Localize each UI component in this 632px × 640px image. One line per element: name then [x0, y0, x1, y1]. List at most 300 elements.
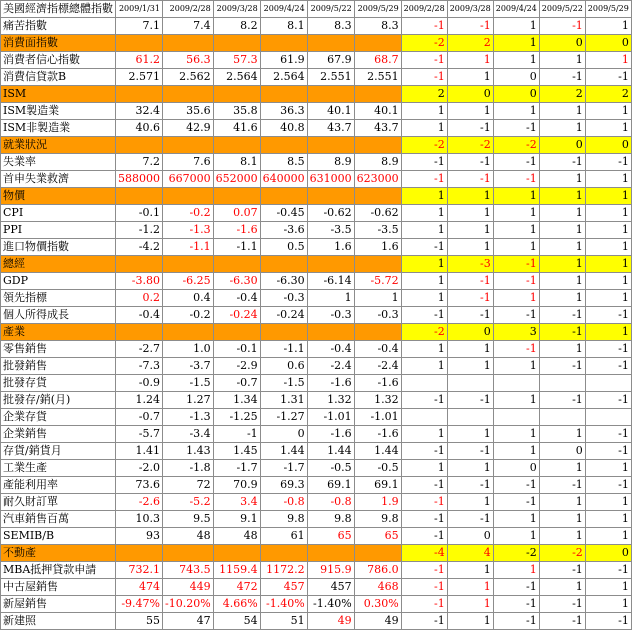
value-cell: 2.551 [354, 69, 401, 86]
score-cell [539, 409, 585, 426]
row-label: 汽車銷售百萬 [1, 511, 116, 528]
value-cell: -0.5 [307, 460, 354, 477]
value-cell: -0.2 [163, 307, 214, 324]
value-cell: 9.8 [260, 511, 307, 528]
value-cell: 588000 [116, 171, 163, 188]
table-row [1, 460, 632, 477]
score-cell: 1 [401, 222, 447, 239]
value-cell: -1.8 [163, 460, 214, 477]
score-cell: -1 [539, 596, 585, 613]
score-cell: 1 [493, 103, 539, 120]
score-cell: 1 [539, 494, 585, 511]
score-cell: 1 [585, 273, 631, 290]
score-cell: -1 [401, 613, 447, 630]
value-cell: 1.43 [163, 443, 214, 460]
score-cell: -1 [401, 579, 447, 596]
row-label: SEMIB/B [1, 528, 116, 545]
value-cell: -1.1 [163, 239, 214, 256]
table-row [1, 528, 632, 545]
value-cell: 8.5 [260, 154, 307, 171]
score-cell: 1 [539, 273, 585, 290]
score-cell: 1 [539, 171, 585, 188]
table-row [1, 103, 632, 120]
value-cell [116, 324, 163, 341]
score-cell: 1 [539, 460, 585, 477]
score-cell [401, 375, 447, 392]
table-row [1, 205, 632, 222]
table-row [1, 52, 632, 69]
value-cell: -1.6 [213, 222, 260, 239]
row-label: 零售銷售 [1, 341, 116, 358]
section-row [1, 324, 632, 341]
score-cell: 1 [447, 579, 493, 596]
section-label: 就業狀況 [1, 137, 116, 154]
score-cell: 1 [401, 341, 447, 358]
score-cell: 1 [447, 596, 493, 613]
value-cell [260, 256, 307, 273]
value-cell: -2.9 [213, 358, 260, 375]
value-cell [213, 256, 260, 273]
row-label: 進口物價指數 [1, 239, 116, 256]
score-cell: 1 [539, 528, 585, 545]
row-label: 企業銷售 [1, 426, 116, 443]
score-cell: 1 [401, 460, 447, 477]
value-cell: 2.564 [213, 69, 260, 86]
value-cell: 68.7 [354, 52, 401, 69]
score-date-header: 2009/3/28 [447, 1, 493, 18]
score-cell: 1 [585, 205, 631, 222]
section-row [1, 188, 632, 205]
score-cell: 1 [447, 562, 493, 579]
value-cell: -5.72 [354, 273, 401, 290]
row-label: 新建照 [1, 613, 116, 630]
score-cell: -1 [585, 562, 631, 579]
score-date-header: 2009/5/29 [585, 1, 631, 18]
value-cell: -3.7 [163, 358, 214, 375]
score-cell: -1 [539, 358, 585, 375]
score-cell: -1 [539, 477, 585, 494]
value-cell: 93 [116, 528, 163, 545]
value-cell: -0.4 [213, 290, 260, 307]
value-cell [354, 256, 401, 273]
value-cell: 61.2 [116, 52, 163, 69]
value-cell: -1.25 [213, 409, 260, 426]
value-cell: -6.30 [213, 273, 260, 290]
score-date-header: 2009/2/28 [401, 1, 447, 18]
score-cell: -1 [585, 341, 631, 358]
table-row [1, 494, 632, 511]
value-cell: -0.62 [354, 205, 401, 222]
table-row [1, 562, 632, 579]
score-cell: -1 [585, 392, 631, 409]
score-cell: -1 [401, 443, 447, 460]
header-row [1, 1, 632, 18]
score-cell: -1 [447, 392, 493, 409]
value-cell [163, 188, 214, 205]
score-cell: 1 [585, 188, 631, 205]
value-cell [354, 188, 401, 205]
table-row [1, 511, 632, 528]
table-row [1, 120, 632, 137]
value-cell [354, 324, 401, 341]
table-row [1, 409, 632, 426]
score-cell: -1 [585, 358, 631, 375]
score-cell: -1 [447, 120, 493, 137]
value-cell: 1.44 [354, 443, 401, 460]
value-cell [307, 86, 354, 103]
score-cell: -1 [585, 426, 631, 443]
score-cell: 1 [447, 341, 493, 358]
value-cell: -1.40% [260, 596, 307, 613]
value-cell: -1.5 [260, 375, 307, 392]
value-cell [213, 137, 260, 154]
score-cell: -1 [447, 171, 493, 188]
score-cell: 1 [539, 120, 585, 137]
value-cell: 915.9 [307, 562, 354, 579]
score-cell: -1 [401, 171, 447, 188]
value-cell: -3.5 [307, 222, 354, 239]
value-cell: 2.562 [163, 69, 214, 86]
score-cell: 1 [447, 52, 493, 69]
value-cell: 1 [307, 290, 354, 307]
value-cell: -1.2 [116, 222, 163, 239]
value-cell: 40.6 [116, 120, 163, 137]
score-cell: 1 [539, 256, 585, 273]
value-cell: 1.44 [307, 443, 354, 460]
date-header: 2009/1/31 [116, 1, 163, 18]
score-cell: 1 [585, 290, 631, 307]
value-cell [307, 188, 354, 205]
score-cell: 1 [585, 460, 631, 477]
score-cell: -1 [493, 256, 539, 273]
value-cell [307, 137, 354, 154]
score-cell: -1 [401, 239, 447, 256]
value-cell [213, 324, 260, 341]
value-cell: 0.2 [116, 290, 163, 307]
table-row [1, 477, 632, 494]
score-cell: 1 [447, 103, 493, 120]
value-cell: 48 [213, 528, 260, 545]
score-cell: -3 [447, 256, 493, 273]
value-cell [307, 35, 354, 52]
value-cell: 35.8 [213, 103, 260, 120]
value-cell: 1.6 [354, 239, 401, 256]
value-cell: 43.7 [307, 120, 354, 137]
row-label: 痛苦指數 [1, 18, 116, 35]
value-cell: 2.551 [307, 69, 354, 86]
value-cell: -5.2 [163, 494, 214, 511]
score-cell: 1 [493, 205, 539, 222]
value-cell: 36.3 [260, 103, 307, 120]
score-cell: 1 [585, 324, 631, 341]
score-cell: -1 [401, 69, 447, 86]
row-label: 個人所得成長 [1, 307, 116, 324]
score-cell: -1 [401, 18, 447, 35]
score-cell: 1 [539, 579, 585, 596]
score-cell: -1 [539, 392, 585, 409]
score-cell: 1 [447, 205, 493, 222]
value-cell: 3.4 [213, 494, 260, 511]
value-cell: -1.5 [163, 375, 214, 392]
value-cell: 40.8 [260, 120, 307, 137]
table-row [1, 171, 632, 188]
score-cell: -1 [493, 477, 539, 494]
value-cell [163, 86, 214, 103]
score-cell: 1 [493, 528, 539, 545]
value-cell [213, 545, 260, 562]
value-cell: 7.1 [116, 18, 163, 35]
score-cell: 4 [447, 545, 493, 562]
section-row [1, 137, 632, 154]
score-cell: 1 [585, 171, 631, 188]
score-cell: 0 [447, 324, 493, 341]
score-cell: 1 [447, 239, 493, 256]
score-cell: -1 [447, 273, 493, 290]
score-cell: -1 [539, 562, 585, 579]
score-cell: 0 [585, 545, 631, 562]
value-cell: 1.31 [260, 392, 307, 409]
row-label: 批發存/銷(月) [1, 392, 116, 409]
section-label: 總經 [1, 256, 116, 273]
value-cell: -3.4 [163, 426, 214, 443]
score-cell: -1 [447, 511, 493, 528]
score-cell: -1 [539, 154, 585, 171]
value-cell: 457 [307, 579, 354, 596]
table-row [1, 426, 632, 443]
row-label: GDP [1, 273, 116, 290]
score-cell: 1 [539, 52, 585, 69]
value-cell: 43.7 [354, 120, 401, 137]
value-cell: -0.24 [260, 307, 307, 324]
score-cell: 1 [401, 256, 447, 273]
value-cell: -1.7 [260, 460, 307, 477]
score-cell: -1 [585, 477, 631, 494]
value-cell [307, 324, 354, 341]
score-cell: 0 [539, 443, 585, 460]
table-row [1, 239, 632, 256]
value-cell: 0.30% [354, 596, 401, 613]
row-label: PPI [1, 222, 116, 239]
score-cell: -1 [493, 120, 539, 137]
score-cell: -2 [401, 137, 447, 154]
value-cell: -1.1 [260, 341, 307, 358]
value-cell: 1159.4 [213, 562, 260, 579]
value-cell: -0.9 [116, 375, 163, 392]
score-cell: -1 [493, 341, 539, 358]
value-cell [260, 137, 307, 154]
value-cell: 69.1 [307, 477, 354, 494]
value-cell [163, 137, 214, 154]
row-label: 中古屋銷售 [1, 579, 116, 596]
value-cell: 61 [260, 528, 307, 545]
table-row [1, 290, 632, 307]
value-cell [213, 188, 260, 205]
score-cell: 1 [585, 52, 631, 69]
score-cell: -1 [539, 307, 585, 324]
value-cell: 1.6 [307, 239, 354, 256]
score-cell: -2 [539, 545, 585, 562]
score-cell: 1 [447, 613, 493, 630]
score-cell: 0 [447, 86, 493, 103]
row-label: 領先指標 [1, 290, 116, 307]
value-cell: 2.571 [116, 69, 163, 86]
value-cell: -1 [213, 426, 260, 443]
value-cell: 1.41 [116, 443, 163, 460]
value-cell: 10.3 [116, 511, 163, 528]
table-body [1, 1, 632, 630]
score-cell [585, 409, 631, 426]
score-cell: 1 [585, 579, 631, 596]
score-cell: -1 [585, 307, 631, 324]
score-cell: 1 [585, 222, 631, 239]
value-cell: 47 [163, 613, 214, 630]
score-cell: 1 [447, 426, 493, 443]
date-header: 2009/2/28 [163, 1, 214, 18]
score-cell: -1 [401, 307, 447, 324]
value-cell: 472 [213, 579, 260, 596]
table-row [1, 579, 632, 596]
score-cell: -1 [585, 69, 631, 86]
score-cell: 0 [447, 528, 493, 545]
value-cell: 474 [116, 579, 163, 596]
table-row [1, 443, 632, 460]
score-cell: 1 [585, 494, 631, 511]
section-row [1, 256, 632, 273]
score-cell: 0 [493, 86, 539, 103]
value-cell [163, 324, 214, 341]
table-row [1, 596, 632, 613]
value-cell [260, 35, 307, 52]
row-label: 工業生產 [1, 460, 116, 477]
value-cell: 8.9 [307, 154, 354, 171]
value-cell: 65 [354, 528, 401, 545]
value-cell: 1.24 [116, 392, 163, 409]
value-cell: -9.47% [116, 596, 163, 613]
value-cell [213, 86, 260, 103]
score-cell: 1 [493, 358, 539, 375]
value-cell: -0.3 [307, 307, 354, 324]
value-cell: -0.2 [163, 205, 214, 222]
score-cell: 0 [585, 137, 631, 154]
value-cell [116, 188, 163, 205]
value-cell: -0.7 [116, 409, 163, 426]
value-cell: -1.27 [260, 409, 307, 426]
section-label: 消費面指數 [1, 35, 116, 52]
value-cell: -3.80 [116, 273, 163, 290]
value-cell: -1.01 [354, 409, 401, 426]
score-cell: -1 [493, 596, 539, 613]
score-cell: 1 [447, 69, 493, 86]
score-cell: 1 [447, 494, 493, 511]
section-row [1, 545, 632, 562]
value-cell: -0.1 [116, 205, 163, 222]
score-cell: -1 [447, 307, 493, 324]
score-cell: -1 [493, 613, 539, 630]
section-row [1, 35, 632, 52]
row-label: 耐久財訂單 [1, 494, 116, 511]
score-cell: -1 [539, 613, 585, 630]
score-cell: 1 [401, 290, 447, 307]
value-cell: -2.4 [354, 358, 401, 375]
score-cell: 1 [585, 528, 631, 545]
score-cell: -1 [585, 154, 631, 171]
value-cell: -1.40% [307, 596, 354, 613]
score-cell [585, 375, 631, 392]
value-cell: -1.3 [163, 222, 214, 239]
value-cell [307, 545, 354, 562]
score-cell: 1 [585, 239, 631, 256]
value-cell: 0 [260, 426, 307, 443]
value-cell: -0.4 [116, 307, 163, 324]
value-cell: 49 [354, 613, 401, 630]
score-cell: -4 [401, 545, 447, 562]
value-cell: -1.6 [307, 375, 354, 392]
value-cell: 40.1 [307, 103, 354, 120]
score-cell [401, 409, 447, 426]
score-cell: -1 [585, 613, 631, 630]
value-cell: -6.25 [163, 273, 214, 290]
value-cell: 8.2 [213, 18, 260, 35]
value-cell: 786.0 [354, 562, 401, 579]
value-cell: -0.8 [307, 494, 354, 511]
value-cell: 55 [116, 613, 163, 630]
value-cell: 743.5 [163, 562, 214, 579]
value-cell: 51 [260, 613, 307, 630]
table-row [1, 613, 632, 630]
value-cell: 1.32 [354, 392, 401, 409]
table-row [1, 341, 632, 358]
score-cell: 1 [401, 120, 447, 137]
score-cell: 2 [585, 86, 631, 103]
score-cell: 0 [493, 69, 539, 86]
score-cell: 0 [493, 460, 539, 477]
value-cell: -5.7 [116, 426, 163, 443]
value-cell: 54 [213, 613, 260, 630]
row-label: 失業率 [1, 154, 116, 171]
value-cell: 40.1 [354, 103, 401, 120]
value-cell: 57.3 [213, 52, 260, 69]
score-cell: -1 [493, 579, 539, 596]
score-cell: 1 [539, 426, 585, 443]
value-cell: -0.1 [213, 341, 260, 358]
score-cell: 1 [539, 103, 585, 120]
value-cell: -6.30 [260, 273, 307, 290]
value-cell: -3.5 [354, 222, 401, 239]
value-cell: -1.6 [307, 426, 354, 443]
value-cell [163, 256, 214, 273]
score-cell: 1 [401, 205, 447, 222]
value-cell: 41.6 [213, 120, 260, 137]
value-cell: 1.27 [163, 392, 214, 409]
score-cell: 1 [493, 239, 539, 256]
value-cell [116, 545, 163, 562]
row-label: 新屋銷售 [1, 596, 116, 613]
score-cell: -1 [447, 154, 493, 171]
value-cell [163, 545, 214, 562]
score-cell: -1 [447, 18, 493, 35]
value-cell: 652000 [213, 171, 260, 188]
table-row [1, 392, 632, 409]
table-row [1, 375, 632, 392]
row-label: 消費信貸款B [1, 69, 116, 86]
score-cell: 1 [539, 290, 585, 307]
section-label: 不動產 [1, 545, 116, 562]
score-cell: -1 [539, 324, 585, 341]
value-cell: -0.4 [354, 341, 401, 358]
score-cell: 2 [401, 86, 447, 103]
value-cell: -0.5 [354, 460, 401, 477]
score-cell: -1 [493, 171, 539, 188]
